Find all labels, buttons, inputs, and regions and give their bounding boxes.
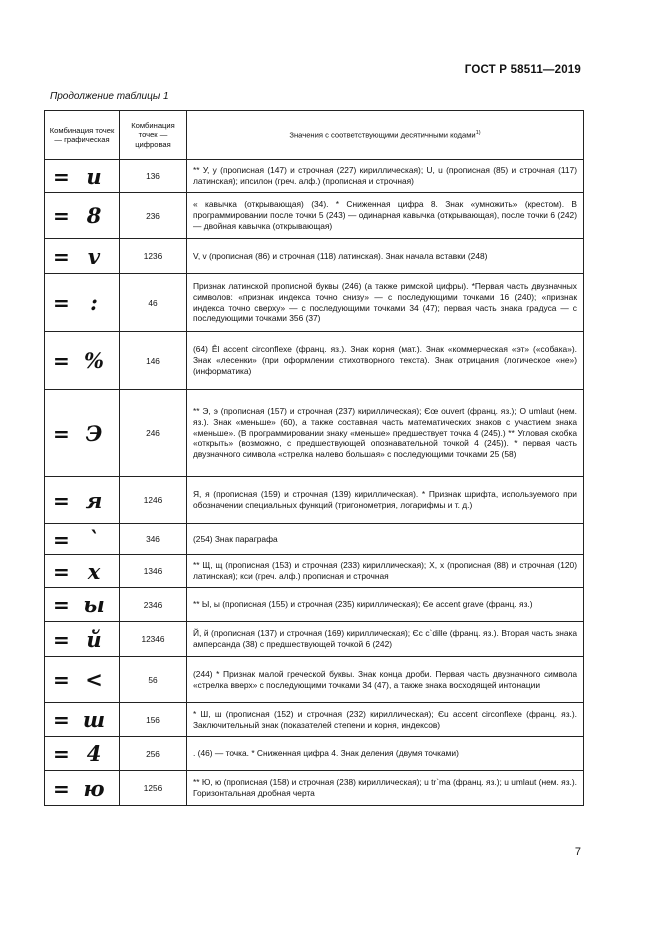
meaning-text: ** Ы, ы (прописная (155) и строчная (235) кириллическая); Єе accent grave (франц. яз.) (187, 588, 584, 622)
graphic-cell (45, 555, 120, 588)
meaning-text: (64) Êl accent circonflexe (франц. яз.). Знак корня (мат.). Знак «коммерческая «эт» («собака»). Знак «лесенки» (при оформлении стихотворного текста). Знак отрицания (логическое «не») (информатика) (187, 332, 584, 390)
digital-code: 146 (120, 332, 187, 390)
digital-code: 46 (120, 274, 187, 332)
braille-glyph: % (84, 348, 104, 373)
graphic-cell (45, 657, 120, 703)
page-number: 7 (574, 846, 581, 858)
graphic-cell (45, 390, 120, 477)
digital-code: 12346 (120, 622, 187, 657)
graphic-cell (45, 703, 120, 737)
graphic-cell (45, 477, 120, 524)
meaning-text: (244) * Признак малой греческой буквы. Знак конца дроби. Первая часть двузначного символа «стрелка вверх» с последующими точками 34 (47), а также знака восходящей интонации (187, 657, 584, 703)
braille-glyph: 4 (86, 741, 102, 766)
header-meaning-text: Значения с соответствующими десятичными кодами (289, 131, 476, 141)
digital-code: 256 (120, 737, 187, 771)
header-meaning (187, 111, 584, 160)
table-row (45, 193, 584, 239)
meaning-text: ** Э, э (прописная (157) и строчная (237) кириллическая); Єœ ouvert (франц. яз.); O umlaut (нем. яз.). Знак «меньше» (60), а также составная часть математических знаков с участием знака «меньше». (В программировании знаку «меньше» предшествует точка 4 (245).) ** Угловая скобка «открыть» (возможно, с предшествующей опознавательной точкой 4 (245)). * первая часть двузначного символа «стрелка налево большая» с последующими точками 25 (58) (187, 390, 584, 477)
equals-sign: = (53, 488, 70, 513)
meaning-text: ** У, у (прописная (147) и строчная (227) кириллическая); U, u (прописная (85) и строчная (117) латинская); ипсилон (греч. алф.) (прописная и строчная) (187, 160, 584, 193)
braille-glyph: v (87, 243, 101, 269)
braille-glyph: й (86, 626, 102, 652)
meaning-text: V, v (прописная (86) и строчная (118) латинская). Знак начала вставки (248) (187, 239, 584, 274)
braille-glyph: ы (83, 592, 105, 617)
braille-glyph: < (85, 667, 103, 692)
digital-code: 1246 (120, 477, 187, 524)
header-graphic: Комбинация точек — графическая (45, 111, 120, 160)
meaning-text: Я, я (прописная (159) и строчная (139) кириллическая). * Признак шрифта, используемого при обозначении специальных функций (тригонометрия, логарифмы и т. д.) (187, 477, 584, 524)
equals-sign: = (53, 164, 70, 189)
table-row (45, 657, 584, 703)
equals-sign: = (53, 527, 70, 552)
equals-sign: = (53, 559, 70, 584)
meaning-text: Й, й (прописная (137) и строчная (169) кириллическая); Єс с`dille (франц. яз.). Вторая часть знака амперсанда (38) с предшествующей точкой 6 (242) (187, 622, 584, 657)
table-row (45, 390, 584, 477)
digital-code: 1236 (120, 239, 187, 274)
equals-sign: = (53, 421, 70, 446)
graphic-cell (45, 193, 120, 239)
graphic-cell (45, 332, 120, 390)
equals-sign: = (53, 627, 70, 652)
graphic-cell (45, 588, 120, 622)
meaning-text: « кавычка (открывающая) (34). * Сниженная цифра 8. Знак «умножить» (крестом). В программировании после точки 5 (243) — одинарная кавычка (открывающая), после точки 6 (242) — двойная кавычка (открывающая) (187, 193, 584, 239)
table-row (45, 477, 584, 524)
table-row (45, 332, 584, 390)
equals-sign: = (53, 668, 70, 692)
digital-code: 346 (120, 524, 187, 555)
digital-code: 56 (120, 657, 187, 703)
table-row (45, 737, 584, 771)
meaning-text: . (46) — точка. * Сниженная цифра 4. Знак деления (двумя точками) (187, 737, 584, 771)
table-row (45, 588, 584, 622)
equals-sign: = (53, 244, 70, 269)
braille-glyph: 8 (86, 203, 102, 228)
meaning-text: (254) Знак параграфа (187, 524, 584, 555)
graphic-cell (45, 160, 120, 193)
equals-sign: = (53, 349, 70, 373)
digital-code: 136 (120, 160, 187, 193)
braille-glyph: х (87, 558, 101, 584)
graphic-cell (45, 274, 120, 332)
digital-code: 1346 (120, 555, 187, 588)
graphic-cell (45, 737, 120, 771)
table-row (45, 622, 584, 657)
braille-table (44, 110, 584, 806)
braille-glyph: ` (88, 526, 100, 552)
table-row (45, 703, 584, 737)
table-row (45, 555, 584, 588)
digital-code: 156 (120, 703, 187, 737)
table-row (45, 524, 584, 555)
table-row (45, 160, 584, 193)
meaning-text: ** Ю, ю (прописная (158) и строчная (238) кириллическая); u tr`ma (франц. яз.); u umlaut (нем. яз.). Горизонтальная дробная черта (187, 771, 584, 806)
table-row (45, 239, 584, 274)
digital-code: 2346 (120, 588, 187, 622)
digital-code: 1256 (120, 771, 187, 806)
braille-glyph: я (85, 487, 103, 513)
header-meaning-footnote: 1) (475, 130, 481, 137)
graphic-cell (45, 771, 120, 806)
braille-glyph: ш (82, 707, 106, 732)
equals-sign: = (53, 708, 70, 732)
equals-sign: = (53, 204, 70, 228)
equals-sign: = (53, 776, 70, 801)
table-header-row (45, 111, 584, 160)
digital-code: 236 (120, 193, 187, 239)
header-digital: Комбинация точек — цифровая (120, 111, 187, 160)
digital-code: 246 (120, 390, 187, 477)
meaning-text: * Ш, ш (прописная (152) и строчная (232) кириллическая); Єu accent circonflexe (франц. яз.). Заключительный знак (показателей степени и корня, индексов) (187, 703, 584, 737)
meaning-text: ** Щ, щ (прописная (153) и строчная (233) кириллическая); X, x (прописная (88) и строчная (120) латинская); кси (греч. алф.) прописная и строчная (187, 555, 584, 588)
graphic-cell (45, 622, 120, 657)
table-row (45, 771, 584, 806)
equals-sign: = (53, 593, 70, 617)
table-row (45, 274, 584, 332)
graphic-cell (45, 239, 120, 274)
graphic-cell (45, 524, 120, 555)
table-caption: Продолжение таблицы 1 (50, 91, 169, 102)
braille-glyph: : (90, 290, 98, 315)
braille-glyph: Э (85, 420, 103, 446)
meaning-text: Признак латинской прописной буквы (246) (а также римской цифры). *Первая часть двузначных символов: «признак индекса точно снизу» — с последующими точками 16 (240); «признак индекса точно сверху» — с последующими точками 34 (47); первая часть знака градуса — с последующими точками 356 (37) (187, 274, 584, 332)
braille-glyph: u (86, 163, 102, 189)
equals-sign: = (53, 742, 70, 766)
document-id: ГОСТ Р 58511—2019 (464, 64, 581, 76)
equals-sign: = (53, 291, 70, 315)
braille-glyph: ю (83, 775, 105, 801)
